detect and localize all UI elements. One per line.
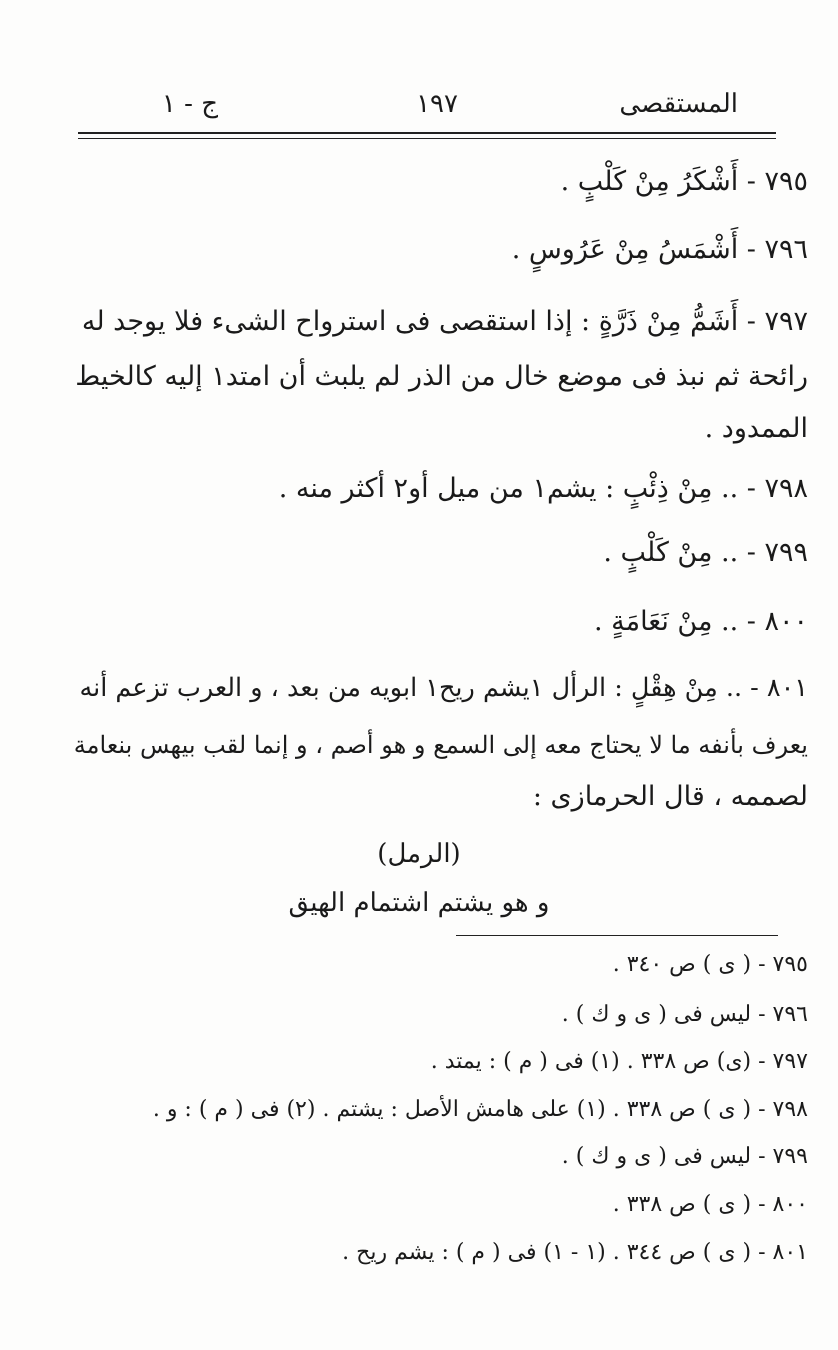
footnote-795: ٧٩٥ - ( ى ) ص ٣٤٠ . xyxy=(612,952,808,977)
page-number: ١٩٧ xyxy=(416,89,458,119)
entry-796: ٧٩٦ - أَشْمَسُ مِنْ عَرُوسٍ . xyxy=(511,234,808,265)
verse-meter: (الرمل) xyxy=(377,839,461,869)
footnote-800: ٨٠٠ - ( ى ) ص ٣٣٨ . xyxy=(612,1192,808,1217)
entry-800: ٨٠٠ - .. مِنْ نَعَامَةٍ . xyxy=(593,606,808,637)
running-title: المستقصى xyxy=(619,89,738,119)
entry-797-cont-1: رائحة ثم نبذ فى موضع خال من الذر لم يلبث أن امتد١ إليه كالخيط xyxy=(75,361,808,392)
footnote-separator xyxy=(456,935,778,936)
entry-797-cont-2: الممدود . xyxy=(704,413,808,444)
verse-line: و هو يشتم اشتمام الهيق xyxy=(288,888,550,918)
footnote-798: ٧٩٨ - ( ى ) ص ٣٣٨ . (١) على هامش الأصل : يشتم . (٢) فى ( م ) : و . xyxy=(152,1097,808,1122)
volume-part: ج - ١ xyxy=(161,89,218,119)
entry-797: ٧٩٧ - أَشَمُّ مِنْ ذَرَّةٍ : إذا استقصى فى استرواح الشىء فلا يوجد له xyxy=(81,306,808,337)
entry-801: ٨٠١ - .. مِنْ هِقْلٍ : الرأل ١يشم ريح١ ابويه من بعد ، و العرب تزعم أنه xyxy=(79,673,808,703)
footnote-797: ٧٩٧ - (ى) ص ٣٣٨ . (١) فى ( م ) : يمتد . xyxy=(430,1049,808,1074)
page-header xyxy=(78,84,778,124)
entry-799: ٧٩٩ - .. مِنْ كَلْبٍ . xyxy=(603,537,808,568)
entry-801-cont-2: لصممه ، قال الحرمازى : xyxy=(532,781,808,812)
footnote-801: ٨٠١ - ( ى ) ص ٣٤٤ . (١ - ١) فى ( م ) : يشم ريح . xyxy=(342,1240,808,1265)
footnote-799: ٧٩٩ - ليس فى ( ى و ك ) . xyxy=(561,1144,808,1169)
entry-798: ٧٩٨ - .. مِنْ ذِئْبٍ : يشم١ من ميل أو٢ أكثر منه . xyxy=(278,473,808,504)
footnote-796: ٧٩٦ - ليس فى ( ى و ك ) . xyxy=(561,1002,808,1027)
header-rule-thin xyxy=(78,138,776,139)
entry-801-cont-1: يعرف بأنفه ما لا يحتاج معه إلى السمع و هو أصم ، و إنما لقب بيهس بنعامة xyxy=(73,731,808,759)
entry-795: ٧٩٥ - أَشْكَرُ مِنْ كَلْبٍ . xyxy=(560,166,808,197)
header-rule-thick xyxy=(78,132,776,134)
